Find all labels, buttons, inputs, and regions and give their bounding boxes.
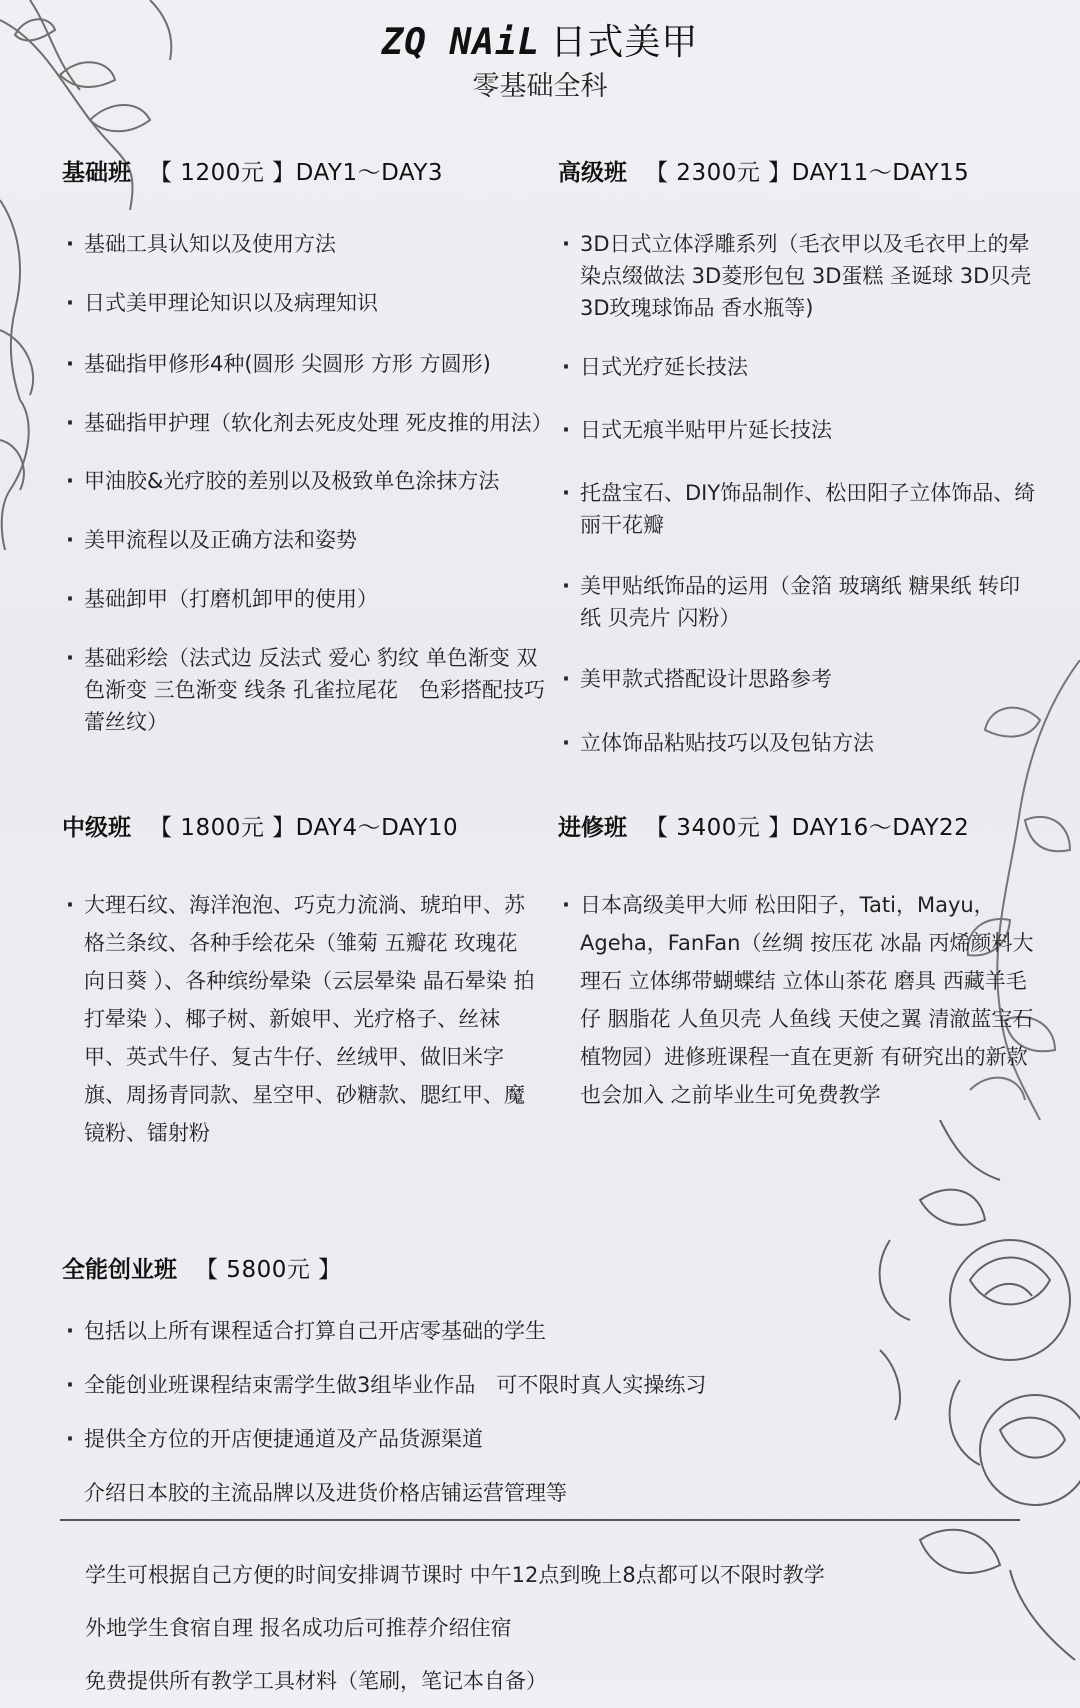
list-item: · 美甲贴纸饰品的运用（金箔 玻璃纸 糖果纸 转印纸 贝壳片 闪粉） — [558, 570, 1038, 634]
list-item: · 甲油胶&光疗胶的差别以及极致单色涂抹方法 — [62, 465, 552, 497]
note-line: 免费提供所有教学工具材料（笔刷，笔记本自备） — [85, 1669, 547, 1693]
list-item: · 基础指甲护理（软化剂去死皮处理 死皮推的用法） — [62, 407, 552, 439]
list-item: · 全能创业班课程结束需学生做3组毕业作品 可不限时真人实操练习 — [62, 1358, 962, 1412]
notes-section — [85, 1549, 825, 1708]
list-item: · 日式美甲理论知识以及病理知识 — [62, 287, 552, 319]
brand-logo — [0, 14, 1080, 65]
list-item: · 立体饰品粘贴技巧以及包钻方法 — [558, 727, 1038, 759]
brand-name: ZQ NAiL — [381, 22, 541, 63]
basic-course-section — [62, 154, 552, 738]
allround-course-price: 【 5800元 】 — [195, 1257, 342, 1283]
basic-course-price: 【 1200元 】DAY1～DAY3 — [149, 160, 444, 186]
list-item: · 基础指甲修形4种(圆形 尖圆形 方形 方圆形) — [62, 348, 552, 380]
refresher-course-list — [558, 886, 1036, 1114]
allround-course-list — [62, 1304, 962, 1520]
refresher-course-heading — [558, 809, 1036, 842]
allround-course-section — [62, 1251, 962, 1520]
list-item: · 基础卸甲（打磨机卸甲的使用） — [62, 583, 552, 615]
intermediate-course-list — [62, 886, 542, 1152]
list-item: · 基础工具认知以及使用方法 — [62, 228, 552, 260]
intermediate-course-price: 【 1800元 】DAY4～DAY10 — [149, 815, 459, 841]
allround-course-heading — [62, 1251, 962, 1284]
basic-course-heading — [62, 154, 552, 187]
note-line: 学生可根据自己方便的时间安排调节课时 中午12点到晚上8点都可以不限时教学 — [85, 1563, 825, 1587]
refresher-course-section — [558, 809, 1036, 1114]
intermediate-course-heading — [62, 809, 542, 842]
brand-suffix: 日式美甲 — [550, 22, 699, 63]
basic-course-list — [62, 228, 552, 738]
list-item: · 托盘宝石、DIY饰品制作、松田阳子立体饰品、绮丽干花瓣 — [558, 477, 1038, 541]
divider — [60, 1519, 1020, 1521]
list-item: · 大理石纹、海洋泡泡、巧克力流淌、琥珀甲、苏格兰条纹、各种手绘花朵（雏菊 五瓣花 玫瑰花 向日葵 ）、各种缤纷晕染（云层晕染 晶石晕染 拍打晕染 ）、椰子树、新娘甲、光疗格子、丝袜甲、英式牛仔、复古牛仔、丝绒甲、做旧米字旗、周扬青同款、星空甲、砂糖款、腮红甲、魔镜粉、镭射粉 — [62, 886, 542, 1152]
refresher-course-title: 进修班 — [558, 815, 627, 841]
list-item: · 提供全方位的开店便捷通道及产品货源渠道 — [62, 1412, 962, 1466]
list-item: · 3D日式立体浮雕系列（毛衣甲以及毛衣甲上的晕染点缀做法 3D菱形包包 3D蛋糕 圣诞球 3D贝壳 3D玫瑰球饰品 香水瓶等) — [558, 228, 1038, 324]
list-item: · 包括以上所有课程适合打算自己开店零基础的学生 — [62, 1304, 962, 1358]
basic-course-title: 基础班 — [62, 160, 131, 186]
advanced-course-price: 【 2300元 】DAY11～DAY15 — [645, 160, 970, 186]
list-item: · 美甲流程以及正确方法和姿势 — [62, 524, 552, 556]
advanced-course-heading — [558, 154, 1038, 187]
list-item: · 美甲款式搭配设计思路参考 — [558, 663, 1038, 695]
allround-course-title: 全能创业班 — [62, 1257, 177, 1283]
intermediate-course-section — [62, 809, 542, 1152]
list-item: · 日式光疗延长技法 — [558, 351, 1038, 383]
list-item: 介绍日本胶的主流品牌以及进货价格店铺运营管理等 — [84, 1481, 567, 1505]
list-item: · 基础彩绘（法式边 反法式 爱心 豹纹 单色渐变 双色渐变 三色渐变 线条 孔雀拉尾花 色彩搭配技巧 蕾丝纹） — [62, 642, 552, 738]
list-item: · 日式无痕半贴甲片延长技法 — [558, 414, 1038, 446]
page-subtitle: 零基础全科 — [472, 71, 608, 102]
refresher-course-price: 【 3400元 】DAY16～DAY22 — [645, 815, 970, 841]
note-line: 外地学生食宿自理 报名成功后可推荐介绍住宿 — [85, 1616, 512, 1640]
intermediate-course-title: 中级班 — [62, 815, 131, 841]
advanced-course-section — [558, 154, 1038, 759]
list-item: · 日本高级美甲大师 松田阳子，Tati，Mayu，Ageha，FanFan（丝绸 按压花 冰晶 丙烯颜料大理石 立体绑带蝴蝶结 立体山茶花 磨具 西藏羊毛仔 胭脂花 人鱼贝壳 人鱼线 天使之翼 清澈蓝宝石 植物园）进修班课程一直在更新 有研究出的新款也会加入 之前毕业生可免费教学 — [558, 886, 1036, 1114]
advanced-course-title: 高级班 — [558, 160, 627, 186]
advanced-course-list — [558, 228, 1038, 759]
